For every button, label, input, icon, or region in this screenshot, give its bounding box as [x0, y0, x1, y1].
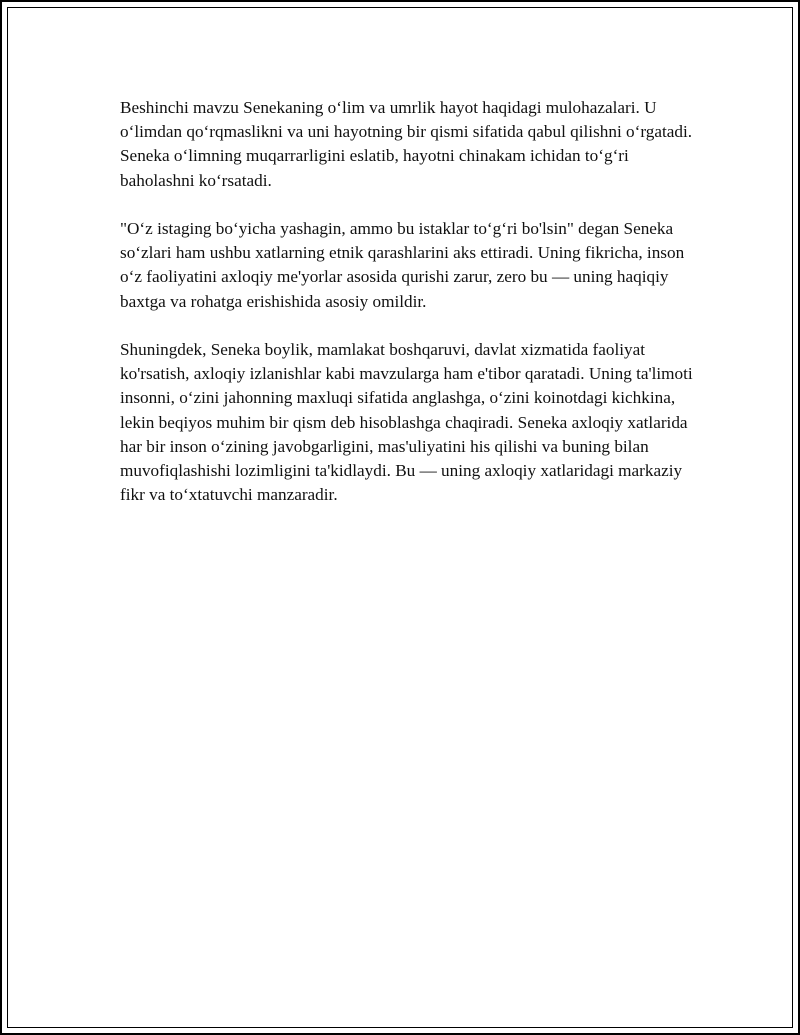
paragraph-1: Beshinchi mavzu Senekaning oʻlim va umrlik hayot haqidagi mulohazalari. U oʻlimdan qoʻrqmaslikni va uni hayotning bir qismi sifatida qabul qilishni oʻrgatadi. Seneka oʻlimning muqarrarligini eslatib, hayotni chinakam ichidan toʻgʻri baholashni koʻrsatadi. [120, 98, 693, 190]
document-body [120, 96, 700, 532]
paragraph-3: Shuningdek, Seneka boylik, mamlakat boshqaruvi, davlat xizmatida faoliyat ko'rsatish, axloqiy izlanishlar kabi mavzularga ham e'tibor qaratadi. Uning ta'limoti insonni, oʻzini jahonning maxluqi sifatida anglashga, oʻzini koinotdagi kichkina, lekin beqiyos muhim bir qism deb hisoblashga chaqiradi. Seneka axloqiy xatlarida har bir inson oʻzining javobgarligini, mas'uliyatini his qilishi va buning bilan muvofiqlashishi lozimligini ta'kidlaydi. Bu — uning axloqiy xatlaridagi markaziy fikr va toʻxtatuvchi manzaradir. [120, 340, 693, 505]
paragraph-2: "Oʻz istaging boʻyicha yashagin, ammo bu istaklar toʻgʻri bo'lsin" degan Seneka soʻzlari ham ushbu xatlarning etnik qarashlarini aks ettiradi. Uning fikricha, inson oʻz faoliyatini axloqiy me'yorlar asosida qurishi zarur, zero bu — uning haqiqiy baxtga va rohatga erishishida asosiy omildir. [120, 219, 685, 311]
